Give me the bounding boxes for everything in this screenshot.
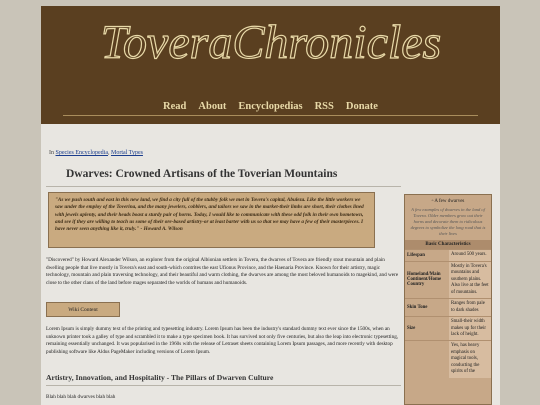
title-divider: [46, 186, 401, 187]
infobox-row: [405, 316, 491, 340]
infobox-value: Around 500 years.: [449, 250, 491, 260]
site-logo[interactable]: [41, 14, 500, 74]
section-heading: Artistry, Innovation, and Hospitality - The Pillars of Dwarven Culture: [46, 373, 274, 382]
wiki-content-box: Wiki Content: [46, 302, 120, 317]
infobox-key: Lifespan: [407, 253, 425, 259]
breadcrumb-prefix: In: [49, 150, 54, 156]
infobox-caption: A few examples of dwarves in the land of Tovera. Older members grow out their horns and decorate them to ridiculous degrees to symbolize the long road that is their lives: [410, 207, 486, 237]
page: [41, 6, 500, 405]
nav-read[interactable]: Read: [163, 101, 187, 112]
lorem-paragraph: Lorem Ipsum is simply dummy text of the printing and typesetting industry. Lorem Ipsum has been the industry's standard dummy text ever since the 1500s, when an unknown printer took a galley of type and scrambled it to make a type specimen book. It has survived not only five centuries, but also the leap into electronic typesetting, remaining essentially unchanged. It was popularised in the 1960s with the release of Letraset sheets containing Lorem Ipsum passages, and more recently with desktop publishing software like Aldus PageMaker including versions of Lorem Ipsum.: [46, 326, 399, 355]
breadcrumb-species[interactable]: Species Encyclopedia: [55, 150, 108, 156]
infobox-value: Mostly in Tovera's mountains and southern plains. Also live at the feet of mountains.: [449, 262, 491, 298]
infobox-key: Skin Tone: [407, 305, 428, 311]
infobox-image-alt: A few dwarves: [434, 199, 465, 204]
page-title: Dwarves: Crowned Artisans of the Toverian Mountains: [66, 168, 338, 180]
infobox-value: Ranges from pale to dark shades: [449, 299, 491, 316]
site-header: [41, 6, 500, 124]
nav-about[interactable]: About: [198, 101, 227, 112]
nav-donate[interactable]: Donate: [345, 101, 378, 112]
logo-wordmark: [91, 14, 451, 74]
broken-image-icon: ▫: [431, 199, 434, 204]
breadcrumb-separator: ,: [107, 150, 110, 156]
nav-rss[interactable]: RSS: [314, 101, 334, 112]
infobox-value: Yes, has heavy emphasis on magical tools, conducting the spirits of the: [449, 341, 491, 377]
infobox: [404, 194, 492, 405]
infobox-row: [405, 261, 491, 298]
infobox-key: [405, 341, 449, 377]
infobox-heading: Basic Characteristics: [405, 240, 491, 249]
logo-text: ToveraChronicles: [100, 16, 441, 69]
infobox-key: Size: [407, 326, 416, 332]
infobox-key: Homeland/Main Continent/Home Country: [407, 272, 442, 288]
infobox-row: [405, 340, 491, 377]
section-divider: [46, 385, 401, 386]
nav-encyclopedias[interactable]: Encyclopedias: [238, 101, 303, 112]
main-nav: [41, 96, 500, 114]
breadcrumb: [49, 150, 143, 156]
quote-block: "As we push south and east in this new land, we find a city full of the stubby folk we met in Tovera's capital, Abuleza. Like the little workers we saw under the employ of the Toverina, and the many jewelers, cobblers, and tailors we saw in the market-their limbs are short, their clothes lined with jewels aplenty, and their heads boast a sturdy pair of horns. Today, I would like to communicate with these odd folk in their own hometown, and see if they are willing to teach us some of their ore-based artistry-or at least barter with us so that we may have a few of their masterpieces. I have never seen anything like it, truly." - Howard A. Wilson: [48, 192, 375, 248]
infobox-row: [405, 249, 491, 260]
infobox-row: [405, 298, 491, 316]
infobox-value: Small-their width makes up for their lack of height.: [449, 317, 491, 340]
nav-divider: [63, 115, 478, 116]
intro-paragraph: "Discovered" by Howard Alexander Wilson, an explorer from the original Albionian settlers in Tovera, the dwarves of Tovera are friendly stout mountain and plain dwelling people that live mostly in Tovera's east and south-which contrites the east Ufionus Province, and the Haenaria Province. Known for their artistry, magic technology, mountain and plain traversing technology, and their beautiful and warm clothing, the dwarves are among the most beloved humanoids to magekind, and were close to the other clans of the land before mages separated the worlds of humans and humanoids.: [46, 257, 399, 286]
breadcrumb-mortal-types[interactable]: Mortal Types: [110, 150, 143, 156]
section-text: Blah blah blah dwarves blah blah: [46, 394, 116, 400]
